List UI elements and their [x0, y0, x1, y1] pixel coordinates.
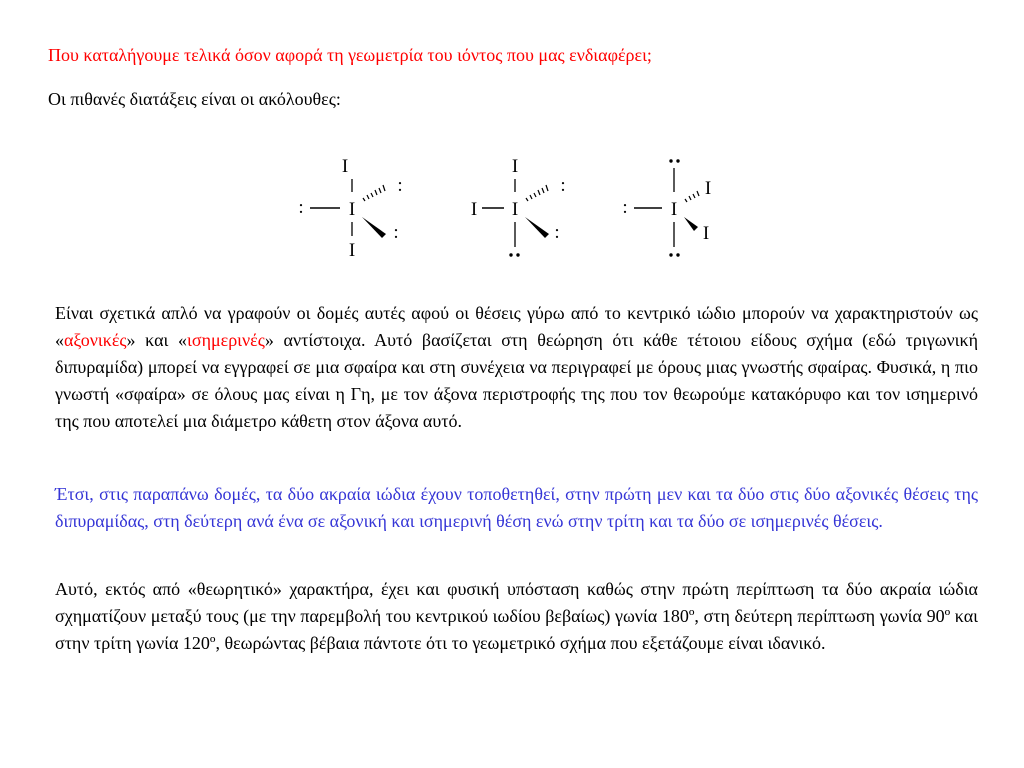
structure-2-axial-equatorial	[456, 150, 596, 265]
atom-left: I	[470, 199, 478, 220]
atom-top: I	[511, 156, 519, 177]
atom-center: I	[348, 199, 356, 220]
question-heading: Που καταλήγουμε τελικά όσον αφορά τη γεωμετρία του ιόντος που μας ενδιαφέρει;	[48, 45, 652, 65]
intro-line: Οι πιθανές διατάξεις είναι οι ακόλουθες:	[48, 89, 341, 109]
atom-upper-right: I	[704, 178, 712, 199]
structure-1-axial-axial	[292, 150, 432, 265]
atom-bottom: I	[348, 240, 356, 261]
para1-text1: Είναι σχετικά απλό να γραφούν οι δομές αυτές αφού οι θέσεις γύρω από το κεντρικό ιώδιο μπορούν να χαρακτηριστούν ως «	[55, 303, 978, 350]
paragraph-1	[55, 300, 978, 435]
term-axial: αξονικές	[64, 330, 127, 350]
paragraph-3: Αυτό, εκτός από «θεωρητικό» χαρακτήρα, έχει και φυσική υπόσταση καθώς στην πρώτη περίπτωση τα δύο ακραία ιώδια σχηματίζουν μεταξύ τους (με την παρεμβολή του κεντρικού ιωδίου βεβαίως) γωνία 180º, στη δεύτερη περίπτωση γωνία 90º και στην τρίτη γωνία 120º, θεωρώντας βέβαια πάντοτε ότι το γεωμετρικό σχήμα που εξετάζουμε είναι ιδανικό.	[55, 579, 978, 653]
term-equatorial: ισημερινές	[187, 330, 265, 350]
atom-top: I	[341, 156, 349, 177]
lone-pair-upper-right: :	[560, 175, 566, 196]
lone-pair-left: :	[298, 197, 304, 218]
para1-text3: » αντίστοιχα. Αυτό βασίζεται στη θεώρηση ότι κάθε τέτοιου είδους σχήμα (εδώ τριγωνική διπυραμίδα) μπορεί να εγγραφεί σε μια σφαίρα και στη συνέχεια να περιγραφεί με όρους μιας γνωστής σφαίρας. Φυσικά, η πιο γνωστή «σφαίρα» σε όλους μας είναι η Γη, με τον άξονα περιστροφής της που τον θεωρούμε κατακόρυφο και τον ισημερινό της που αποτελεί μια διάμετρο κάθετη στον άξονα αυτό.	[55, 330, 979, 431]
para1-text2: » και «	[126, 330, 188, 350]
lone-pair-bottom	[509, 253, 519, 256]
lone-pair-upper-right: :	[397, 175, 403, 196]
lone-pair-top	[669, 159, 679, 162]
lone-pair-lower-right: :	[554, 222, 560, 243]
lone-pair-bottom	[669, 253, 679, 256]
atom-lower-right: I	[702, 223, 710, 244]
lone-pair-lower-right: :	[393, 222, 399, 243]
atom-center: I	[511, 199, 519, 220]
atom-center: I	[670, 199, 678, 220]
lone-pair-left: :	[622, 197, 628, 218]
paragraph-2: Έτσι, στις παραπάνω δομές, τα δύο ακραία ιώδια έχουν τοποθετηθεί, στην πρώτη μεν και τα δύο στις δύο αξονικές θέσεις της διπυραμίδας, στη δεύτερη ανά ένα σε αξονική και ισημερινή θέση ενώ στην τρίτη και τα δύο σε ισημερινές θέσεις.	[55, 484, 978, 531]
structure-3-equatorial-equatorial	[616, 150, 756, 265]
